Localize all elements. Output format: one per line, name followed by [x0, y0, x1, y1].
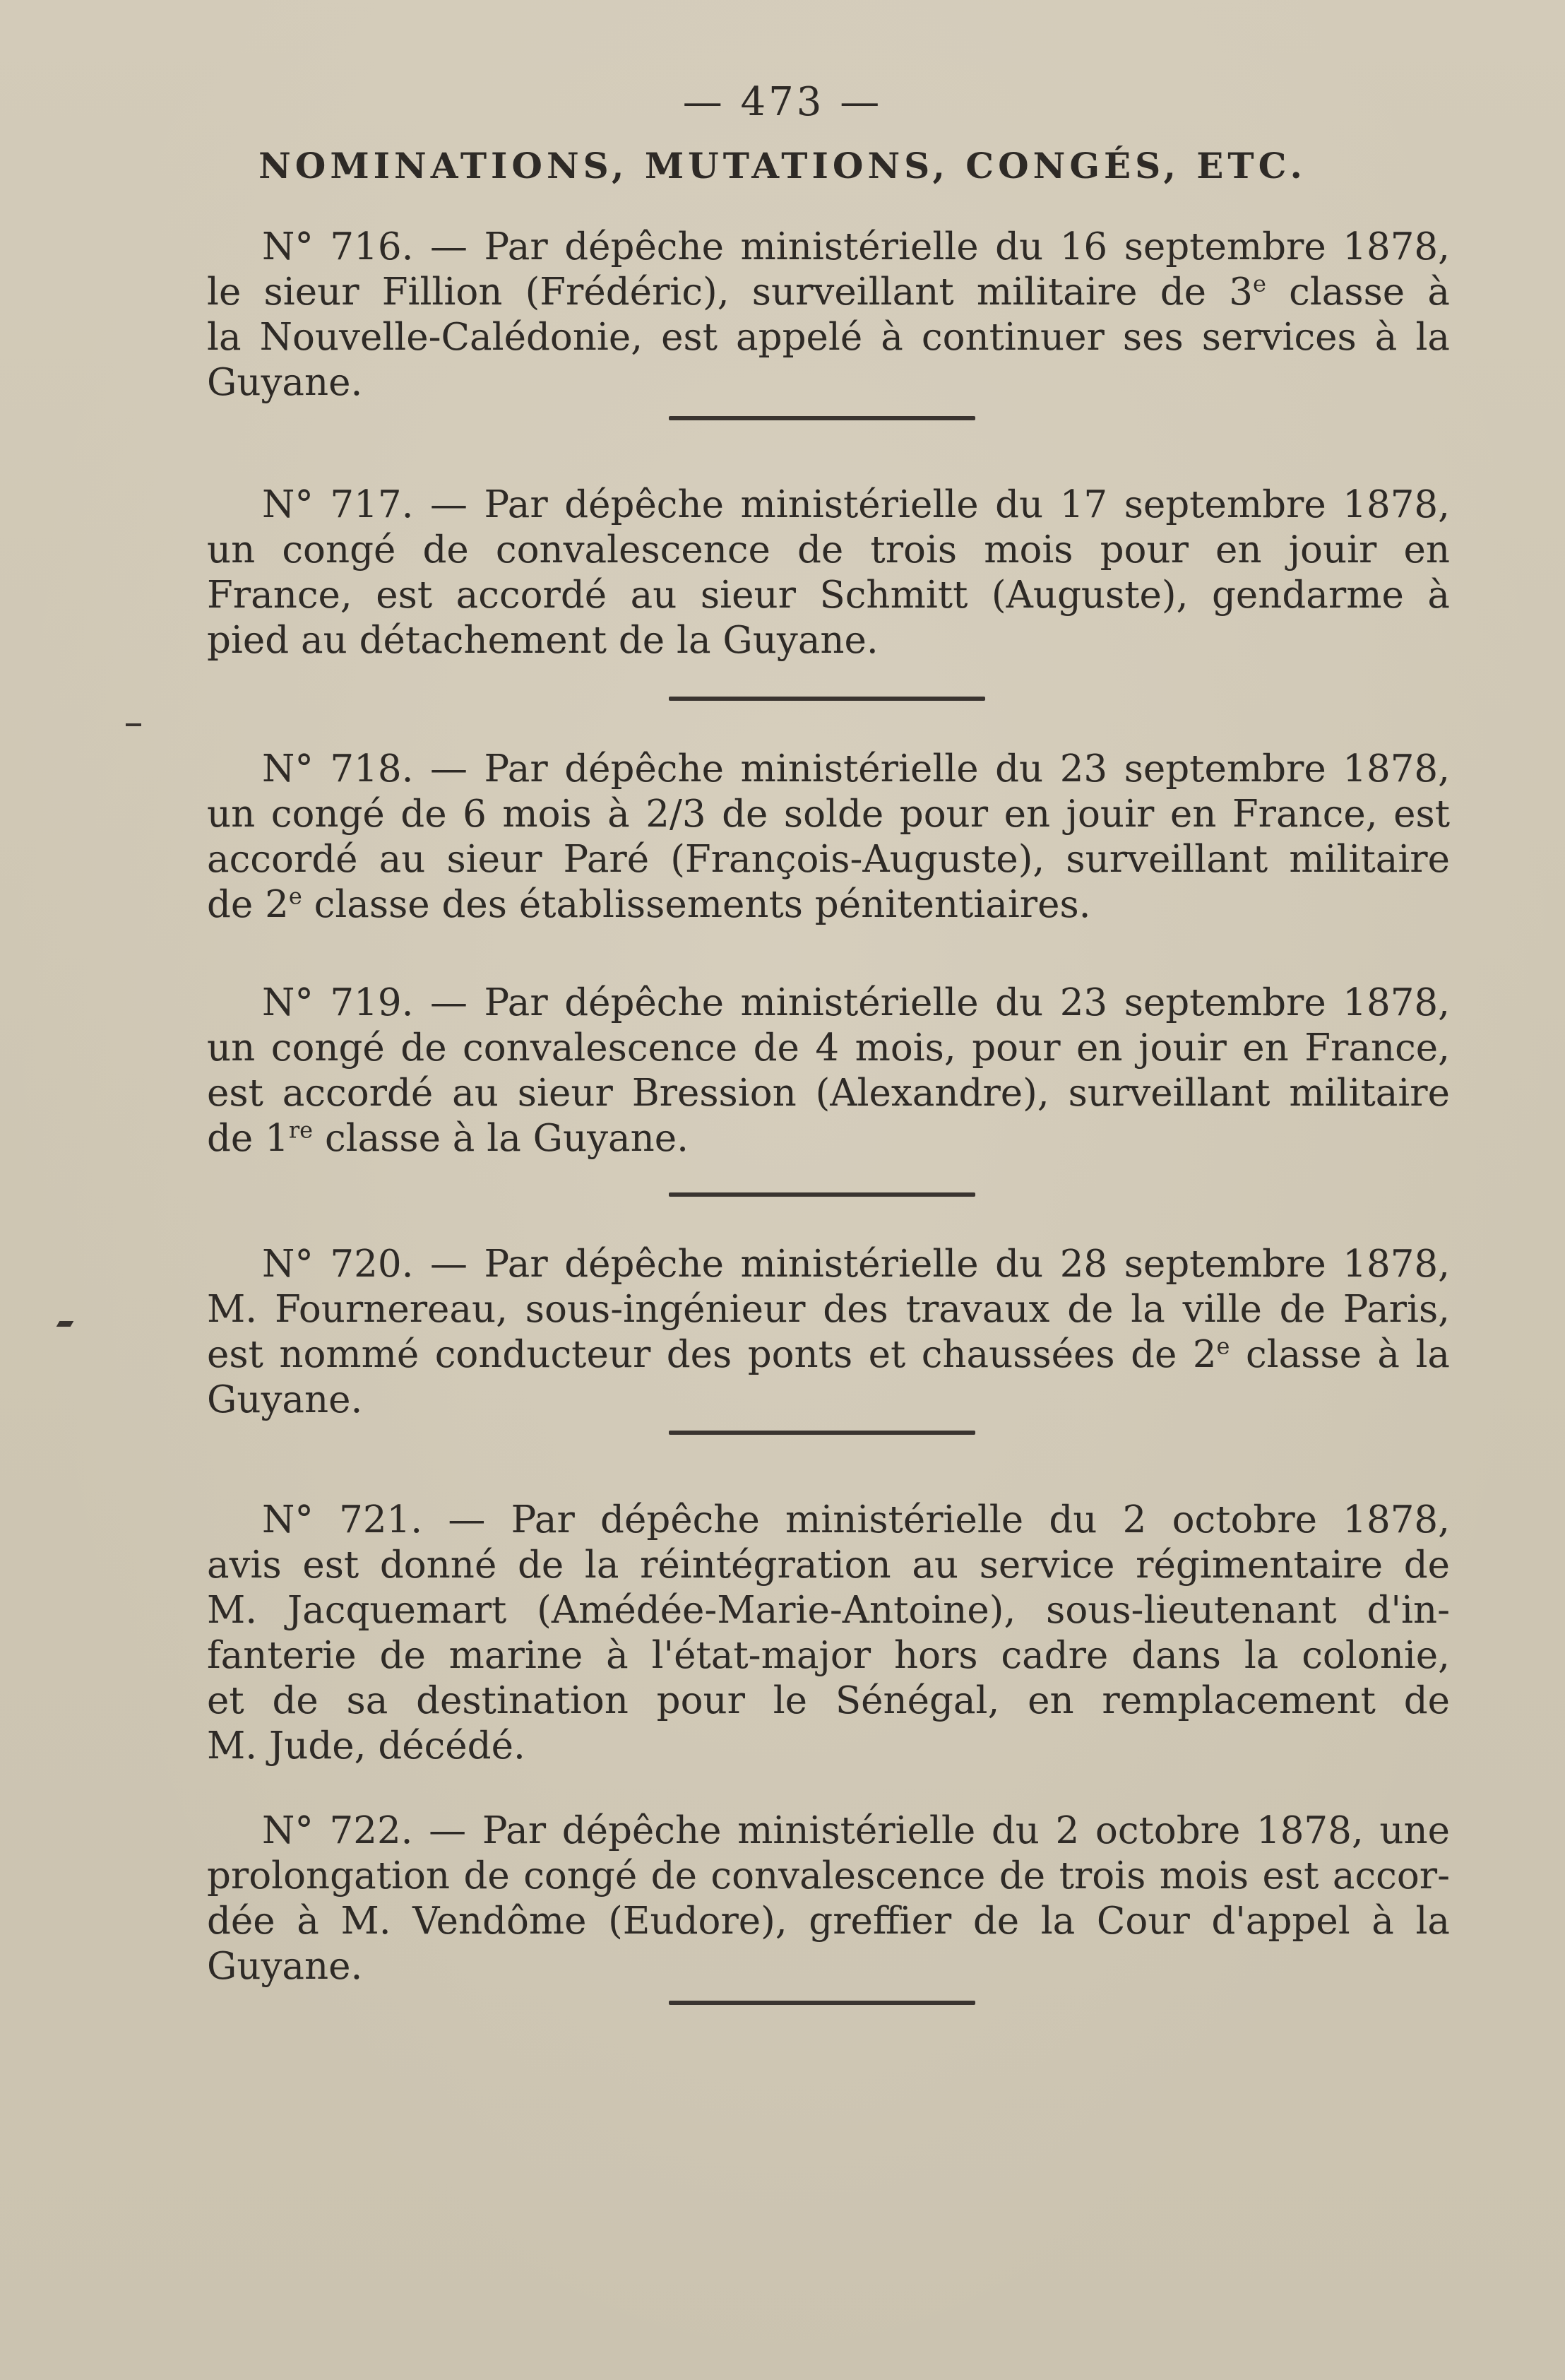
margin-mark: [126, 723, 141, 726]
entry-line: Guyane.: [207, 361, 363, 404]
entry-line: N° 717. — Par dépêche ministérielle du 17 septembre 1878,: [262, 483, 1450, 526]
entry-line: est accordé au sieur Bression (Alexandre), surveillant militaire: [207, 1072, 1450, 1115]
entry-line: un congé de convalescence de 4 mois, pour en jouir en France,: [207, 1026, 1450, 1070]
entry-line: accordé au sieur Paré (François-Auguste), surveillant militaire: [207, 838, 1450, 881]
margin-mark: [56, 1321, 74, 1327]
page-number: — 473 —: [682, 79, 883, 125]
separator-rule: [669, 1192, 975, 1197]
entry-line: avis est donné de la réintégration au service régimentaire de: [207, 1544, 1450, 1587]
entry-line: est nommé conducteur des ponts et chaussées de 2e classe à la: [207, 1332, 1450, 1376]
entry-716: [207, 225, 1450, 405]
entry-line: de 1re classe à la Guyane.: [207, 1116, 689, 1160]
entry-722: [207, 1808, 1450, 1989]
separator-rule: [669, 2001, 975, 2005]
entry-line: de 2e classe des établissements pénitentiaires.: [207, 882, 1091, 926]
entry-719: [207, 981, 1450, 1161]
entry-line: le sieur Fillion (Frédéric), surveillant militaire de 3e classe à: [207, 270, 1450, 314]
entry-line: un congé de convalescence de trois mois pour en jouir en: [207, 528, 1450, 572]
entry-line: la Nouvelle-Calédonie, est appelé à continuer ses services à la: [207, 316, 1450, 359]
entry-line: N° 721. — Par dépêche ministérielle du 2 octobre 1878,: [262, 1498, 1450, 1541]
entry-line: M. Jude, décédé.: [207, 1724, 525, 1768]
entry-line: pied au détachement de la Guyane.: [207, 619, 879, 662]
separator-rule: [669, 697, 985, 701]
entry-line: N° 722. — Par dépêche ministérielle du 2 octobre 1878, une: [262, 1809, 1450, 1852]
entry-line: M. Jacquemart (Amédée-Marie-Antoine), sous-lieutenant d'in-: [207, 1589, 1450, 1632]
entry-717: [207, 482, 1450, 663]
entry-line: N° 720. — Par dépêche ministérielle du 28 septembre 1878,: [262, 1243, 1450, 1286]
entry-line: N° 719. — Par dépêche ministérielle du 23 septembre 1878,: [262, 981, 1450, 1024]
entry-718: [207, 747, 1450, 928]
entry-line: fanterie de marine à l'état-major hors cadre dans la colonie,: [207, 1634, 1450, 1677]
entry-line: dée à M. Vendôme (Eudore), greffier de la Cour d'appel à la: [207, 1900, 1450, 1943]
separator-rule: [669, 1431, 975, 1435]
separator-rule: [669, 416, 975, 420]
entry-line: France, est accordé au sieur Schmitt (Auguste), gendarme à: [207, 574, 1450, 617]
entry-line: Guyane.: [207, 1378, 363, 1421]
entry-line: et de sa destination pour le Sénégal, en remplacement de: [207, 1679, 1450, 1722]
running-head: NOMINATIONS, MUTATIONS, CONGÉS, ETC.: [258, 145, 1307, 187]
entry-line: un congé de 6 mois à 2/3 de solde pour en jouir en France, est: [207, 793, 1450, 836]
entry-line: N° 718. — Par dépêche ministérielle du 23 septembre 1878,: [262, 747, 1450, 791]
entry-line: Guyane.: [207, 1945, 363, 1988]
entry-720: [207, 1242, 1450, 1423]
entry-line: M. Fournereau, sous-ingénieur des travaux de la ville de Paris,: [207, 1288, 1450, 1331]
entry-721: [207, 1498, 1450, 1769]
entry-line: prolongation de congé de convalescence de trois mois est accor-: [207, 1854, 1450, 1898]
entry-line: N° 716. — Par dépêche ministérielle du 16 septembre 1878,: [262, 225, 1450, 268]
